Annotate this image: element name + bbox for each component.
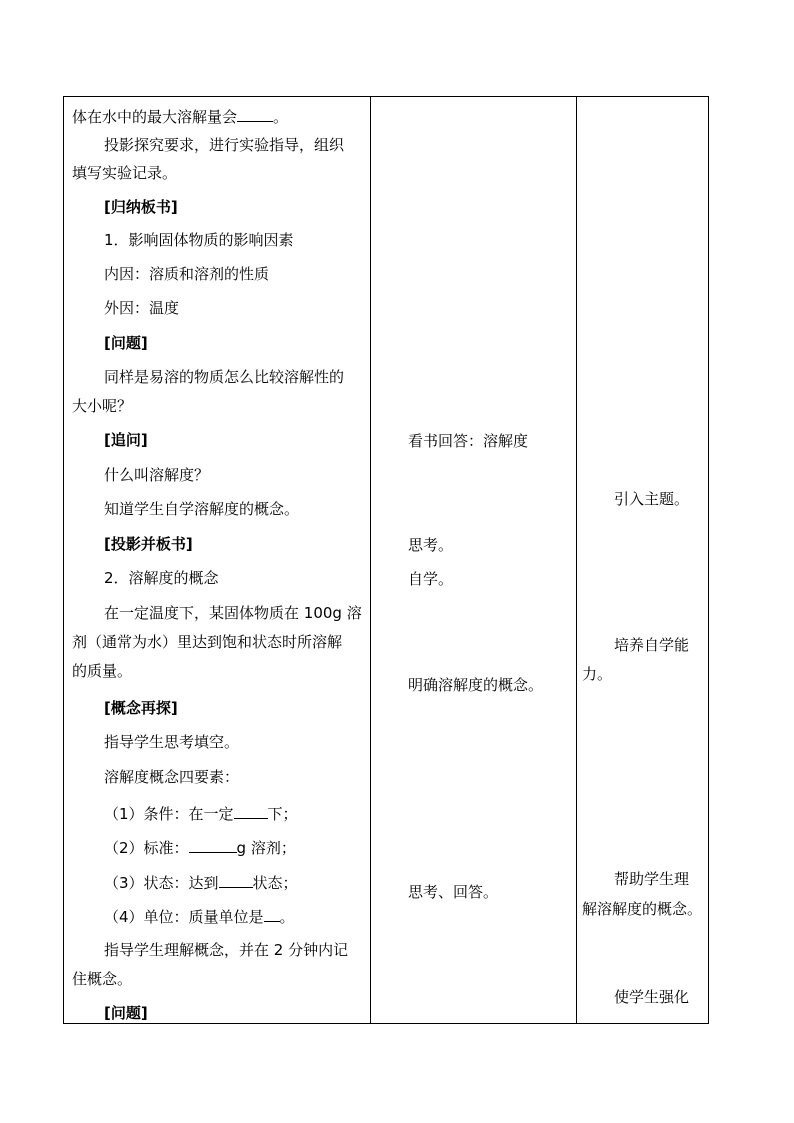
fill-blank: [237, 106, 273, 122]
section-heading: [问题]: [104, 1004, 148, 1022]
text-line: 外因：温度: [104, 299, 180, 317]
text-line: 什么叫溶解度？: [104, 466, 210, 484]
text-line: 投影探究要求，进行实验指导，组织: [104, 136, 345, 154]
text-line: 思考。: [408, 536, 454, 554]
text-line: [104, 837, 296, 858]
text-line: 住概念。: [72, 970, 133, 988]
text-line: 指导学生理解概念，并在 2 分钟内记: [104, 941, 349, 959]
text-line: 培养自学能: [614, 636, 690, 654]
text-line: [104, 803, 298, 824]
text-line: 溶解度概念四要素：: [104, 768, 240, 786]
teacher-activity-column: [72, 97, 368, 1023]
text-segment: （4）单位：质量单位是: [104, 908, 264, 926]
text-line: 解溶解度的概念。: [582, 900, 703, 918]
text-line: [104, 872, 298, 893]
text-line: 剂（通常为水）里达到饱和状态时所溶解: [72, 633, 343, 651]
text-line: 内因：溶质和溶剂的性质: [104, 265, 270, 283]
text-line: [104, 906, 295, 927]
text-line: 使学生强化: [614, 988, 690, 1006]
column-divider-1: [370, 97, 371, 1023]
text-line: 知道学生自学溶解度的概念。: [104, 500, 300, 518]
text-line: 1．影响固体物质的影响因素: [104, 231, 294, 249]
text-line: 看书回答：溶解度: [408, 432, 529, 450]
text-line: 思考、回答。: [408, 883, 499, 901]
section-heading: [追问]: [104, 431, 148, 449]
fill-blank: [264, 906, 280, 922]
text-line: 在一定温度下，某固体物质在 100g 溶: [104, 604, 362, 622]
text-line: 指导学生思考填空。: [104, 733, 240, 751]
text-segment: 。: [279, 908, 295, 926]
fill-blank: [189, 837, 237, 853]
text-line: 同样是易溶的物质怎么比较溶解性的: [104, 368, 345, 386]
text-line: 自学。: [408, 570, 454, 588]
fill-blank: [219, 872, 253, 888]
section-heading: [归纳板书]: [104, 198, 178, 216]
text-segment: g 溶剂；: [236, 839, 296, 857]
text-segment: （3）状态：达到: [104, 874, 219, 892]
text-line: [72, 106, 288, 127]
text-line: 帮助学生理: [614, 870, 690, 888]
text-segment: （2）标准：: [104, 839, 189, 857]
section-heading: [问题]: [104, 334, 148, 352]
text-line: 明确溶解度的概念。: [408, 676, 544, 694]
text-line: 引入主题。: [614, 490, 690, 508]
design-intent-column: [582, 97, 706, 1023]
section-heading: [概念再探]: [104, 699, 178, 717]
text-segment: 。: [273, 108, 289, 126]
text-segment: （1）条件：在一定: [104, 805, 234, 823]
lesson-plan-table: [63, 96, 709, 1024]
section-heading: [投影并板书]: [104, 535, 193, 553]
text-line: 2．溶解度的概念: [104, 569, 219, 587]
column-divider-2: [576, 97, 577, 1023]
student-activity-column: [408, 97, 572, 1023]
text-line: 填写实验记录。: [72, 164, 178, 182]
text-line: 大小呢？: [72, 397, 133, 415]
text-segment: 下；: [267, 805, 298, 823]
text-line: 力。: [582, 665, 613, 683]
text-segment: 状态；: [252, 874, 298, 892]
fill-blank: [234, 803, 268, 819]
text-line: 的质量。: [72, 662, 133, 680]
text-segment: 体在水中的最大溶解量会: [72, 108, 238, 126]
